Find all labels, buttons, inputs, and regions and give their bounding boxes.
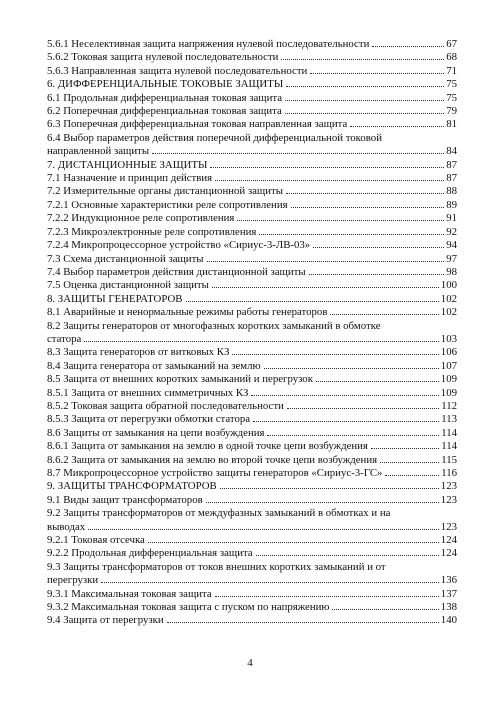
toc-entry-title: 9.3.1 Максимальная токовая защита <box>47 587 212 600</box>
toc-line <box>47 51 457 64</box>
toc-entry-page: 81 <box>446 118 457 131</box>
dot-leader <box>212 286 439 288</box>
dot-leader <box>281 58 444 60</box>
dot-leader <box>206 501 439 503</box>
toc-entry[interactable] <box>47 38 457 51</box>
dot-leader <box>101 581 439 583</box>
toc-entry[interactable] <box>47 279 457 292</box>
toc-entry-page: 67 <box>446 38 457 50</box>
toc-entry-page: 106 <box>440 346 457 359</box>
toc-entry-title: 7. ДИСТАНЦИОННЫЕ ЗАЩИТЫ <box>47 158 208 171</box>
toc-entry-title: 7.3 Схема дистанционной защиты <box>47 252 204 265</box>
dot-leader <box>350 125 444 127</box>
toc-entry-title: 6.2 Поперечная дифференциальная токовая защита <box>47 105 282 118</box>
toc-line <box>47 373 457 386</box>
dot-leader <box>253 420 439 422</box>
toc-line <box>47 574 457 587</box>
toc-line <box>47 306 457 319</box>
toc-entry-page: 115 <box>441 453 457 466</box>
toc-entry[interactable] <box>47 105 457 118</box>
toc-entry-title: 8.2 Защиты генераторов от многофазных коротких замыканий в обмотке <box>47 319 381 332</box>
toc-line <box>47 159 457 172</box>
toc-entry-title: 6.3 Поперечная дифференциальная токовая направленная защита <box>47 118 348 131</box>
toc-line <box>47 480 457 493</box>
dot-leader <box>259 233 444 235</box>
toc-entry-page: 87 <box>446 158 457 171</box>
dot-leader <box>309 273 445 275</box>
toc-line <box>47 172 457 185</box>
toc-line <box>47 65 457 78</box>
toc-entry-page: 112 <box>441 399 457 412</box>
dot-leader <box>256 554 439 556</box>
toc-entry-title: 7.4 Выбор параметров действия дистанционной защиты <box>47 265 306 278</box>
toc-entry-title: 7.2.2 Индукционное реле сопротивления <box>47 212 235 225</box>
toc-entry-page: 138 <box>440 601 457 614</box>
toc-entry[interactable] <box>47 507 457 534</box>
toc-entry[interactable] <box>47 253 457 266</box>
toc-line <box>47 118 457 131</box>
toc-entry-page: 68 <box>446 51 457 64</box>
dot-leader <box>372 45 444 47</box>
toc-line <box>47 212 457 225</box>
toc-entry-title: 5.6.1 Неселективная защита напряжения нулевой последовательности <box>47 38 370 50</box>
toc-entry-page: 137 <box>440 587 457 600</box>
dot-leader <box>215 595 439 597</box>
toc-entry[interactable] <box>47 387 457 400</box>
toc-entry-page: 114 <box>441 426 457 439</box>
toc-entry[interactable] <box>47 360 457 373</box>
toc-line <box>47 38 457 51</box>
toc-line <box>47 534 457 547</box>
toc-entry-title: 7.1 Назначение и принцип действия <box>47 172 213 185</box>
toc-entry-title: 9. ЗАЩИТЫ ТРАНСФОРМАТОРОВ <box>47 480 217 493</box>
toc-line <box>47 226 457 239</box>
dot-leader <box>285 99 444 101</box>
toc-entry[interactable] <box>47 400 457 413</box>
toc-entry[interactable] <box>47 454 457 467</box>
dot-leader <box>286 192 444 194</box>
dot-leader <box>332 608 438 610</box>
dot-leader <box>267 434 439 436</box>
toc-entry-page: 92 <box>446 225 457 238</box>
toc-line <box>47 360 457 373</box>
toc-entry-title: 9.4 Защита от перегрузки <box>47 614 164 627</box>
dot-leader <box>167 621 439 623</box>
dot-leader <box>371 447 439 449</box>
toc-entry-title: 8.4 Защита генератора от замыканий на землю <box>47 359 261 372</box>
toc-entry-page: 98 <box>446 265 457 278</box>
dot-leader <box>313 246 444 248</box>
toc-entry-title: 6.1 Продольная дифференциальная токовая защита <box>47 91 283 104</box>
toc-entry[interactable] <box>47 346 457 359</box>
toc-entry[interactable] <box>47 561 457 588</box>
toc-entry-title: 6.4 Выбор параметров действия поперечной дифференциальной токовой <box>47 131 382 144</box>
toc-entry-title: перегрузки <box>47 574 99 587</box>
dot-leader <box>207 260 445 262</box>
toc-entry-title: 9.2.1 Токовая отсечка <box>47 534 145 547</box>
toc-entry-title: 8.5.2 Токовая защита обратной последовательности <box>47 399 284 412</box>
toc-entry[interactable] <box>47 427 457 440</box>
toc-entry-page: 123 <box>440 520 457 533</box>
toc-entry[interactable] <box>47 118 457 131</box>
dot-leader <box>251 394 438 396</box>
toc-entry-page: 91 <box>446 212 457 225</box>
toc-entry-title: 8.6.1 Защита от замыкания на землю в одной точке цепи возбуждения <box>47 440 368 453</box>
toc-entry-page: 114 <box>441 440 457 453</box>
toc-entry-title: 8.6.2 Защита от замыкания на землю во второй точке цепи возбуждения <box>47 453 378 466</box>
table-of-contents <box>47 38 457 628</box>
toc-line <box>47 521 457 534</box>
toc-line <box>47 454 457 467</box>
dot-leader <box>84 340 438 342</box>
dot-leader <box>316 380 439 382</box>
dot-leader <box>310 72 444 74</box>
toc-entry-title: 9.2.2 Продольная дифференциальная защита <box>47 547 253 560</box>
toc-entry-page: 84 <box>446 145 457 158</box>
toc-entry[interactable] <box>47 239 457 252</box>
dot-leader <box>220 487 439 489</box>
toc-entry-page: 124 <box>440 534 457 547</box>
toc-line <box>47 105 457 118</box>
toc-entry[interactable] <box>47 293 457 306</box>
toc-line <box>47 239 457 252</box>
toc-entry-page: 79 <box>446 105 457 118</box>
toc-line <box>47 199 457 212</box>
toc-entry[interactable] <box>47 320 457 347</box>
toc-line <box>47 346 457 359</box>
toc-entry[interactable] <box>47 199 457 212</box>
toc-entry-title: 9.3.2 Максимальная токовая защита с пуском по напряжению <box>47 601 330 614</box>
toc-entry-page: 102 <box>440 306 457 319</box>
toc-line <box>47 78 457 91</box>
toc-entry-title: 7.2.3 Микроэлектронные реле сопротивления <box>47 225 257 238</box>
toc-entry[interactable] <box>47 172 457 185</box>
toc-entry[interactable] <box>47 212 457 225</box>
toc-entry[interactable] <box>47 588 457 601</box>
toc-entry-page: 102 <box>440 292 457 305</box>
toc-entry[interactable] <box>47 467 457 480</box>
toc-entry-title: 8. ЗАЩИТЫ ГЕНЕРАТОРОВ <box>47 292 183 305</box>
page-number: 4 <box>247 657 253 669</box>
toc-entry-title: 7.2 Измерительные органы дистанционной защиты <box>47 185 283 198</box>
dot-leader <box>186 300 439 302</box>
toc-line <box>47 145 457 158</box>
toc-entry-page: 124 <box>440 547 457 560</box>
toc-line <box>47 266 457 279</box>
toc-entry-title: 6. ДИФФЕРЕНЦИАЛЬНЫЕ ТОКОВЫЕ ЗАЩИТЫ <box>47 78 284 91</box>
dot-leader <box>210 166 444 168</box>
toc-line <box>47 387 457 400</box>
toc-line <box>47 185 457 198</box>
toc-entry[interactable] <box>47 440 457 453</box>
toc-entry-page: 97 <box>446 252 457 265</box>
toc-entry[interactable] <box>47 51 457 64</box>
toc-entry-title: выводах <box>47 520 86 533</box>
dot-leader <box>232 353 438 355</box>
toc-entry-title: 9.2 Защиты трансформаторов от междуфазных замыканий в обмотках и на <box>47 507 391 520</box>
toc-entry[interactable] <box>47 480 457 493</box>
toc-entry-title: 8.1 Аварийные и ненормальные режимы работы генераторов <box>47 306 328 319</box>
dot-leader <box>385 474 439 476</box>
toc-entry[interactable] <box>47 534 457 547</box>
toc-entry-title: 8.3 Защита генераторов от витковых КЗ <box>47 346 230 359</box>
toc-entry-page: 89 <box>446 198 457 211</box>
toc-entry-page: 75 <box>446 78 457 91</box>
toc-entry-page: 123 <box>440 480 457 493</box>
dot-leader <box>237 219 444 221</box>
toc-entry-page: 103 <box>440 332 457 345</box>
toc-line <box>47 547 457 560</box>
toc-line <box>47 588 457 601</box>
toc-entry-title: 8.6 Защиты от замыкания на цепи возбуждения <box>47 426 265 439</box>
toc-entry-title: 5.6.3 Направленная защита нулевой последовательности <box>47 64 308 77</box>
toc-entry-title: статора <box>47 332 82 345</box>
toc-entry[interactable] <box>47 601 457 614</box>
toc-entry-page: 109 <box>440 373 457 386</box>
dot-leader <box>148 541 439 543</box>
toc-entry-title: 9.3 Защиты трансформаторов от токов внешних коротких замыканий и от <box>47 560 386 573</box>
dot-leader <box>286 85 444 87</box>
toc-entry[interactable] <box>47 159 457 172</box>
toc-entry[interactable] <box>47 132 457 159</box>
toc-entry[interactable] <box>47 373 457 386</box>
toc-entry[interactable] <box>47 92 457 105</box>
toc-entry-page: 116 <box>441 467 457 479</box>
toc-entry-page: 87 <box>446 172 457 185</box>
dot-leader <box>264 367 439 369</box>
dot-leader <box>380 461 439 463</box>
dot-leader <box>287 407 439 409</box>
toc-entry-title: направленной защиты <box>47 145 150 158</box>
toc-entry-page: 109 <box>440 386 457 399</box>
toc-entry-page: 71 <box>446 64 457 77</box>
toc-line <box>47 614 457 627</box>
toc-entry-title: 7.2.4 Микропроцессорное устройство «Сириус-3-ЛВ-03» <box>47 239 311 252</box>
toc-entry-title: 7.5 Оценка дистанционной защиты <box>47 279 209 292</box>
toc-entry-title: 9.1 Виды защит трансформаторов <box>47 493 203 506</box>
toc-entry[interactable] <box>47 266 457 279</box>
toc-entry-page: 113 <box>441 413 457 426</box>
toc-line <box>47 467 457 480</box>
toc-entry[interactable] <box>47 185 457 198</box>
toc-entry-page: 100 <box>440 279 457 292</box>
dot-leader <box>88 528 439 530</box>
toc-entry[interactable] <box>47 226 457 239</box>
toc-entry-title: 8.5.3 Защита от перегрузки обмотки статора <box>47 413 251 426</box>
dot-leader <box>291 206 445 208</box>
toc-line <box>47 400 457 413</box>
toc-entry[interactable] <box>47 413 457 426</box>
toc-entry-title: 7.2.1 Основные характеристики реле сопротивления <box>47 198 288 211</box>
toc-entry[interactable] <box>47 65 457 78</box>
toc-entry-page: 123 <box>440 493 457 506</box>
toc-line <box>47 92 457 105</box>
toc-line <box>47 293 457 306</box>
toc-entry-title: 8.5 Защита от внешних коротких замыканий и перегрузок <box>47 373 313 386</box>
toc-line <box>47 333 457 346</box>
toc-entry-page: 136 <box>440 574 457 587</box>
toc-entry[interactable] <box>47 614 457 627</box>
toc-entry[interactable] <box>47 494 457 507</box>
toc-line <box>47 413 457 426</box>
dot-leader <box>152 152 444 154</box>
toc-entry[interactable] <box>47 306 457 319</box>
dot-leader <box>215 179 444 181</box>
toc-entry[interactable] <box>47 78 457 91</box>
toc-line <box>47 253 457 266</box>
toc-entry-title: 8.7 Микропроцессорное устройство защиты генераторов «Сириус-3-ГС» <box>47 467 383 479</box>
toc-entry-page: 75 <box>446 91 457 104</box>
toc-entry-page: 94 <box>446 239 457 252</box>
toc-line <box>47 440 457 453</box>
toc-entry-page: 88 <box>446 185 457 198</box>
toc-entry-page: 107 <box>440 359 457 372</box>
toc-entry-title: 5.6.2 Токовая защита нулевой последовательности <box>47 51 279 64</box>
toc-line <box>47 601 457 614</box>
toc-line <box>47 279 457 292</box>
toc-entry-title: 8.5.1 Защита от внешних симметричных КЗ <box>47 386 249 399</box>
toc-line <box>47 494 457 507</box>
dot-leader <box>285 112 444 114</box>
dot-leader <box>330 313 438 315</box>
toc-entry[interactable] <box>47 547 457 560</box>
toc-line <box>47 427 457 440</box>
toc-entry-page: 140 <box>440 614 457 627</box>
